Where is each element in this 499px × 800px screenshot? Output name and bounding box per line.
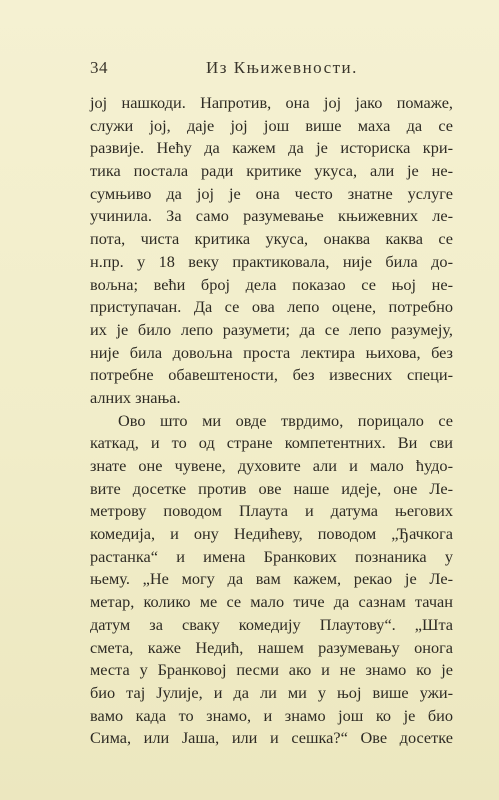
text-line: приступачан. Да се ова лепо оцене, потребно [90,297,453,317]
page-number: 34 [90,58,108,77]
text-line: служи јој, даје јој још више маха да се [90,115,453,135]
text-line: растанка“ и имена Бранкових познаника у [90,546,453,566]
text-line: вољна; већи број дела показао се њој не- [90,274,453,294]
text-line: сумњиво да јој је она често знатне услуге [90,183,453,203]
text-line: смета, каже Недић, нашем разумевању онога [90,637,453,657]
text-line: развије. Нећу да кажем да је историска кри- [90,138,453,158]
text-line: метрову поводом Плаута и датума његових [90,501,453,521]
text-line: тика постала ради критике укуса, али је не- [90,161,453,181]
text-line: учинила. За само разумевање књижевних ле- [90,206,453,226]
text-line: датум за сваку комедију Плаутову“. „Шта [90,614,453,634]
text-line: Ово што ми овде тврдимо, порицало се [118,410,453,430]
body-text [90,92,453,750]
text-line: њему. „Не могу да вам кажем, рекао је Ле- [90,569,453,589]
text-line: н.пр. у 18 веку практиковала, није била до- [90,251,453,271]
text-line: био тај Јулије, и да ли ми у њој више ужи- [90,682,453,702]
text-line: алних знања. [90,387,181,407]
text-line: потребне обавештености, без извесних специ- [90,365,453,385]
text-line: комедија, и ону Недићеву, поводом „Ђачкога [90,524,453,544]
text-line: места у Бранковој песми ако и не знамо ко је [90,660,453,680]
paragraph [90,92,453,410]
text-line: Сима, или Јаша, или и сешка?“ Ове досетке [90,728,453,748]
paragraph [90,410,453,750]
text-line: јој нашкоди. Напротив, она јој јако помаже, [90,93,453,112]
running-title: Из Књижевности. [206,58,358,77]
text-line: пота, чиста критика укуса, онаква каква се [90,229,453,249]
text-line: их је било лепо разумети; да се лепо разумеју, [90,319,453,339]
text-line: вамо када то знамо, и знамо још ко је био [90,705,453,725]
text-line: знате оне чувене, духовите али и мало ћудо- [90,456,453,475]
text-line: метар, колико ме се мало тиче да сазнам тачан [90,592,453,612]
page-header [90,58,453,80]
text-line: каткад, и то од стране компетентних. Ви сви [90,433,453,453]
text-line: није била довољна проста лектира њихова, без [90,342,453,362]
text-line: вите досетке против ове наше идеје, оне Ле- [90,478,453,498]
